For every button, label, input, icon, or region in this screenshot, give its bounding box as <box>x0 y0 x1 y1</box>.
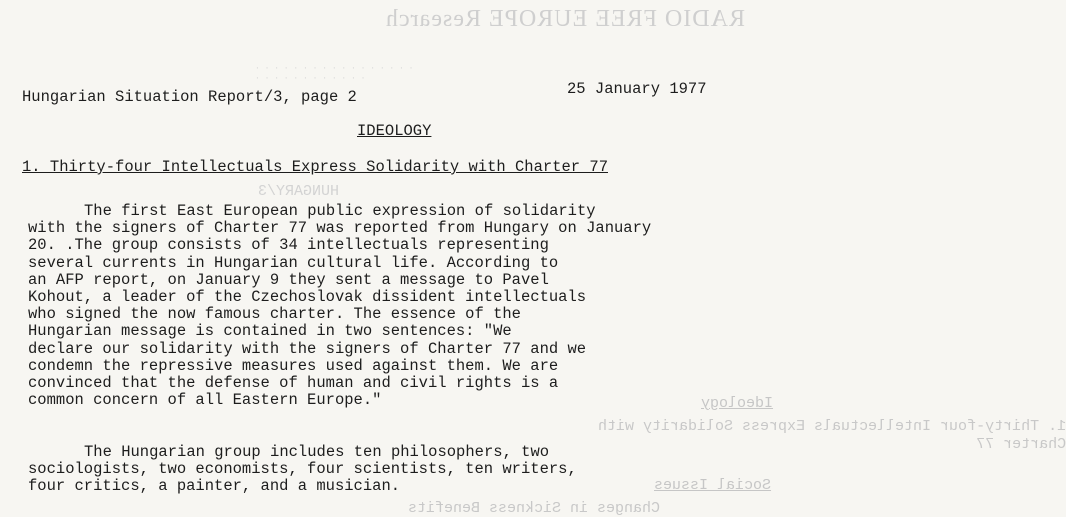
paragraph-line: who signed the now famous charter. The essence of the <box>28 305 521 324</box>
report-title: Hungarian Situation Report/3, page 2 <box>22 88 357 106</box>
paragraph-line: four critics, a painter, and a musician. <box>28 477 401 496</box>
paragraph-line: Hungarian message is contained in two sentences: "We <box>28 322 512 341</box>
paragraph-line: common concern of all Eastern Europe." <box>28 391 382 410</box>
bleed-social: Social Issues <box>653 477 771 494</box>
paragraph-2 <box>28 444 577 496</box>
bleed-changes: Changes in Sickness Benefits <box>408 500 661 517</box>
paragraph-line: an AFP report, on January 9 they sent a message to Pavel <box>28 270 549 289</box>
letterhead-bleed: RADIO FREE EUROPE Research <box>385 6 745 32</box>
paragraph-line: The Hungarian group includes ten philosophers, two <box>84 443 550 461</box>
paragraph-line: Kohout, a leader of the Czechoslovak dissident intellectuals <box>28 288 587 307</box>
item-heading: 1. Thirty-four Intellectuals Express Solidarity with Charter 77 <box>22 158 608 176</box>
faint-stamp: · · · · · · · · · · · · · · · · · · · · · · · · · · · · · <box>255 64 414 83</box>
paragraph-line: sociologists, two economists, four scientists, ten writers, <box>28 460 577 479</box>
paragraph-line: declare our solidarity with the signers of Charter 77 and we <box>28 339 587 358</box>
paragraph-line: convinced that the defense of human and civil rights is a <box>28 374 559 393</box>
bleed-toc-line: 1. Thirty-four Intellectuals Express Solidarity with <box>598 418 1066 435</box>
paragraph-line: The first East European public expression of solidarity <box>84 202 596 220</box>
section-heading: IDEOLOGY <box>357 122 432 140</box>
paragraph-line: condemn the repressive measures used against them. We are <box>28 356 559 375</box>
paragraph-line: with the signers of Charter 77 was reported from Hungary on January <box>28 219 652 238</box>
report-date: 25 January 1977 <box>567 80 707 98</box>
bleed-hungary: HUNGARY/3 <box>258 183 340 200</box>
paragraph-1 <box>28 203 651 409</box>
bleed-ideology: Ideology <box>700 395 773 412</box>
paragraph-line: 20. .The group consists of 34 intellectuals representing <box>28 236 549 255</box>
paragraph-line: several currents in Hungarian cultural life. According to <box>28 253 559 272</box>
bleed-toc-line-2: Charter 77 <box>976 436 1066 453</box>
bleed-toc-item <box>598 418 1066 454</box>
